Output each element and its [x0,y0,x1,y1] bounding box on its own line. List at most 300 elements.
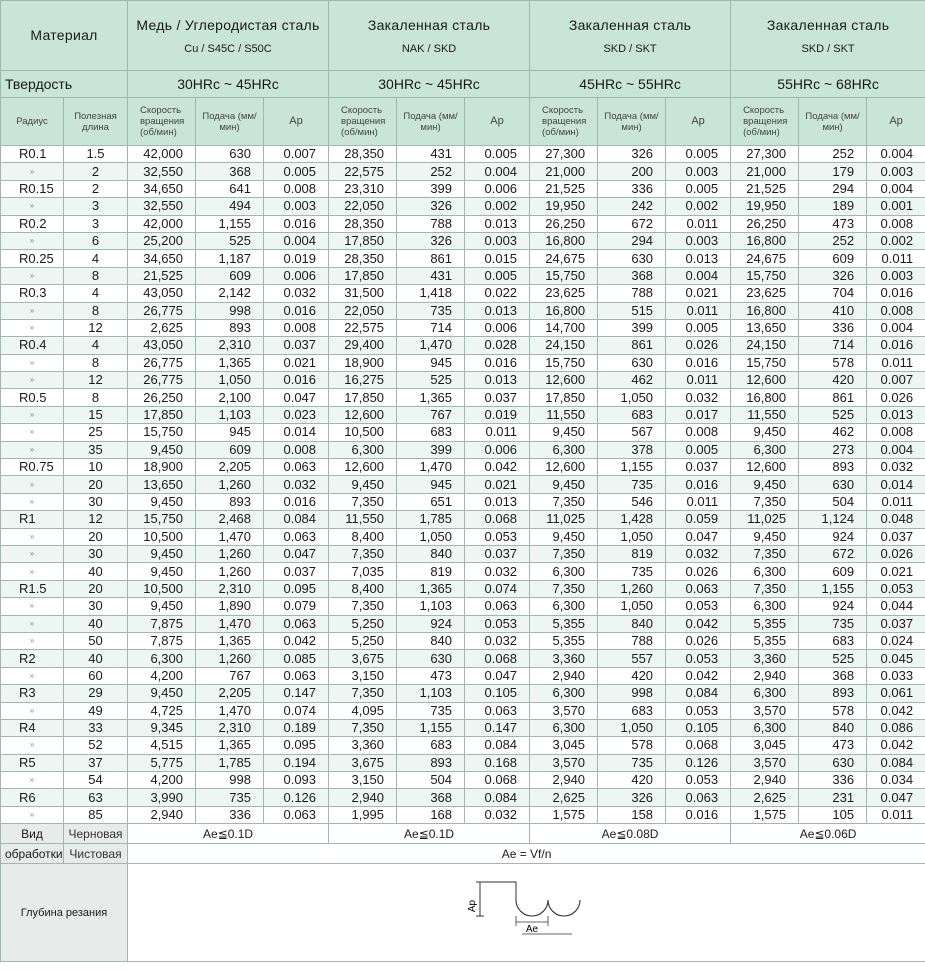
feed-cell: 819 [598,545,666,562]
speed-cell: 11,025 [530,511,598,528]
ap-cell: 0.032 [867,459,925,476]
feed-cell: 1,260 [196,650,264,667]
ap-cell: 0.068 [465,511,530,528]
feed-cell: 546 [598,493,666,510]
feed-cell: 2,310 [196,337,264,354]
material-title: Медь / Углеродистая сталь [136,16,320,33]
ditto-mark: » [1,163,64,180]
feed-cell: 735 [397,302,465,319]
length-cell: 20 [64,580,128,597]
length-cell: 4 [64,337,128,354]
speed-cell: 24,150 [731,337,799,354]
feed-cell: 767 [397,406,465,423]
ap-cell: 0.068 [465,772,530,789]
material-grade: SKD / SKT [801,42,855,55]
ap-cell: 0.003 [666,232,731,249]
speed-cell: 22,575 [329,163,397,180]
feed-cell: 326 [799,267,867,284]
speed-cell: 7,350 [530,493,598,510]
speed-cell: 19,950 [530,198,598,215]
feed-cell: 735 [196,789,264,806]
speed-cell: 4,095 [329,702,397,719]
table-row [1,719,925,736]
ap-cell: 0.068 [465,650,530,667]
ap-cell: 0.047 [264,545,329,562]
rough-ae-value: Ae≦0.1D [128,824,329,844]
speed-cell: 1,995 [329,806,397,823]
ap-cell: 0.011 [666,372,731,389]
feed-cell: 242 [598,198,666,215]
table-row [1,632,925,649]
ditto-mark: » [1,493,64,510]
feed-cell: 2,310 [196,719,264,736]
ap-cell: 0.063 [465,702,530,719]
feed-cell: 462 [799,424,867,441]
feed-cell: 336 [799,772,867,789]
ap-cell: 0.105 [666,719,731,736]
feed-cell: 1,470 [397,337,465,354]
speed-cell: 2,940 [731,667,799,684]
speed-cell: 6,300 [530,563,598,580]
ap-cell: 0.016 [264,372,329,389]
ap-cell: 0.053 [666,702,731,719]
speed-cell: 15,750 [731,354,799,371]
speed-cell: 5,250 [329,632,397,649]
feed-cell: 683 [397,424,465,441]
speed-cell: 9,450 [530,476,598,493]
speed-cell: 12,600 [731,459,799,476]
ap-cell: 0.061 [867,685,925,702]
length-cell: 10 [64,459,128,476]
ap-cell: 0.093 [264,772,329,789]
speed-cell: 12,600 [329,406,397,423]
speed-cell: 28,350 [329,146,397,163]
ap-cell: 0.004 [867,146,925,163]
speed-cell: 3,045 [530,737,598,754]
ditto-mark: » [1,372,64,389]
feed-cell: 567 [598,424,666,441]
depth-diagram-cell [128,864,925,962]
feed-cell: 326 [397,232,465,249]
feed-cell: 861 [799,389,867,406]
feed-cell: 893 [799,459,867,476]
speed-cell: 8,400 [329,580,397,597]
speed-cell: 16,800 [731,389,799,406]
feed-cell: 462 [598,372,666,389]
speed-cell: 2,940 [530,772,598,789]
material-column-3 [530,1,731,71]
speed-cell: 6,300 [731,563,799,580]
ap-cell: 0.048 [867,511,925,528]
feed-cell: 1,155 [196,215,264,232]
feed-cell: 368 [598,267,666,284]
feed-cell: 998 [598,685,666,702]
radius-cell: R1 [1,511,64,528]
feed-cell: 840 [799,719,867,736]
feed-cell: 735 [598,476,666,493]
speed-cell: 11,550 [731,406,799,423]
speed-cell: 21,525 [128,267,196,284]
ditto-mark: » [1,319,64,336]
feed-cell: 336 [196,806,264,823]
speed-cell: 2,940 [731,772,799,789]
ap-cell: 0.005 [666,319,731,336]
table-row [1,163,925,180]
feed-cell: 336 [799,319,867,336]
ap-cell: 0.016 [867,337,925,354]
ap-cell: 0.005 [666,441,731,458]
feed-cell: 504 [397,772,465,789]
radius-cell: R0.2 [1,215,64,232]
feed-cell: 945 [397,354,465,371]
feed-cell: 273 [799,441,867,458]
feed-cell: 473 [397,667,465,684]
feed-cell: 1,785 [397,511,465,528]
speed-cell: 7,035 [329,563,397,580]
ap-column-header: Ap [666,98,731,146]
feed-cell: 368 [397,789,465,806]
feed-cell: 672 [598,215,666,232]
feed-cell: 1,365 [196,354,264,371]
ap-cell: 0.003 [867,267,925,284]
speed-cell: 5,355 [731,615,799,632]
ap-cell: 0.016 [666,354,731,371]
feed-cell: 326 [598,789,666,806]
speed-cell: 3,675 [329,650,397,667]
feed-cell: 578 [598,737,666,754]
ap-cell: 0.026 [867,545,925,562]
length-cell: 6 [64,232,128,249]
ap-cell: 0.045 [867,650,925,667]
speed-cell: 5,355 [731,632,799,649]
ap-cell: 0.032 [666,389,731,406]
ap-cell: 0.007 [264,146,329,163]
speed-cell: 13,650 [731,319,799,336]
ap-cell: 0.016 [666,806,731,823]
ap-cell: 0.037 [666,459,731,476]
table-row [1,424,925,441]
speed-cell: 2,625 [731,789,799,806]
ditto-mark: » [1,267,64,284]
speed-cell: 42,000 [128,215,196,232]
ditto-mark: » [1,354,64,371]
hardness-value: 55HRc ~ 68HRc [731,71,925,98]
length-cell: 1.5 [64,146,128,163]
speed-cell: 5,775 [128,754,196,771]
rough-ae-value: Ae≦0.08D [530,824,731,844]
speed-cell: 16,800 [530,302,598,319]
material-title: Закаленная сталь [367,16,491,33]
ap-cell: 0.011 [465,424,530,441]
feed-cell: 1,050 [598,719,666,736]
feed-cell: 2,468 [196,511,264,528]
speed-cell: 6,300 [731,685,799,702]
length-cell: 35 [64,441,128,458]
speed-column-header: Скорость вращения (об/мин) [128,98,196,146]
length-cell: 25 [64,424,128,441]
ap-cell: 0.013 [465,215,530,232]
speed-cell: 25,200 [128,232,196,249]
speed-cell: 17,850 [329,389,397,406]
ditto-mark: » [1,302,64,319]
feed-cell: 294 [598,232,666,249]
feed-cell: 473 [799,737,867,754]
ap-cell: 0.147 [264,685,329,702]
speed-cell: 3,990 [128,789,196,806]
speed-cell: 26,250 [128,389,196,406]
speed-cell: 3,570 [530,702,598,719]
speed-cell: 7,350 [731,493,799,510]
feed-cell: 1,260 [196,545,264,562]
speed-cell: 11,550 [530,406,598,423]
speed-cell: 34,650 [128,180,196,197]
table-row [1,215,925,232]
table-row [1,563,925,580]
speed-cell: 17,850 [329,267,397,284]
feed-cell: 714 [397,319,465,336]
feed-cell: 2,205 [196,459,264,476]
speed-column-header: Скорость вращения (об/мин) [530,98,598,146]
speed-cell: 12,600 [530,459,598,476]
feed-cell: 1,365 [196,737,264,754]
feed-cell: 630 [799,754,867,771]
radius-cell: R3 [1,685,64,702]
table-row [1,372,925,389]
speed-cell: 15,750 [128,424,196,441]
feed-cell: 924 [799,598,867,615]
ditto-mark: » [1,667,64,684]
speed-cell: 7,350 [530,580,598,597]
table-row [1,650,925,667]
ap-cell: 0.126 [666,754,731,771]
speed-cell: 6,300 [530,598,598,615]
ap-cell: 0.042 [666,667,731,684]
speed-cell: 6,300 [731,719,799,736]
speed-cell: 7,350 [329,719,397,736]
speed-cell: 2,625 [530,789,598,806]
depth-label: Глубина резания [1,864,128,962]
feed-cell: 630 [196,146,264,163]
length-cell: 3 [64,198,128,215]
ap-cell: 0.008 [666,424,731,441]
ae-mark: Ae [525,923,538,935]
length-cell: 30 [64,493,128,510]
ap-cell: 0.004 [666,267,731,284]
speed-cell: 21,525 [530,180,598,197]
speed-cell: 23,625 [731,285,799,302]
speed-cell: 9,450 [731,528,799,545]
ap-cell: 0.006 [264,267,329,284]
material-grade: Cu / S45C / S50C [184,42,272,55]
ap-cell: 0.074 [465,580,530,597]
feed-cell: 368 [799,667,867,684]
ap-cell: 0.013 [465,302,530,319]
feed-cell: 840 [397,545,465,562]
ap-cell: 0.053 [465,528,530,545]
speed-cell: 3,360 [530,650,598,667]
radius-cell: R4 [1,719,64,736]
feed-cell: 420 [598,772,666,789]
feed-cell: 1,103 [196,406,264,423]
feed-cell: 788 [397,215,465,232]
length-cell: 40 [64,563,128,580]
feed-cell: 378 [598,441,666,458]
ap-cell: 0.024 [867,632,925,649]
speed-cell: 23,310 [329,180,397,197]
radius-cell: R0.1 [1,146,64,163]
ap-cell: 0.004 [867,441,925,458]
table-row [1,354,925,371]
speed-cell: 15,750 [731,267,799,284]
ap-cell: 0.063 [666,789,731,806]
speed-cell: 8,400 [329,528,397,545]
ap-cell: 0.002 [867,232,925,249]
ap-cell: 0.013 [465,372,530,389]
feed-cell: 1,155 [598,459,666,476]
feed-cell: 1,470 [397,459,465,476]
speed-cell: 29,400 [329,337,397,354]
feed-cell: 767 [196,667,264,684]
feed-cell: 231 [799,789,867,806]
feed-cell: 1,365 [397,389,465,406]
ap-cell: 0.021 [264,354,329,371]
speed-cell: 7,350 [329,493,397,510]
length-cell: 8 [64,302,128,319]
feed-cell: 2,100 [196,389,264,406]
ap-cell: 0.011 [666,493,731,510]
feed-cell: 515 [598,302,666,319]
ap-cell: 0.017 [666,406,731,423]
speed-cell: 11,550 [329,511,397,528]
ap-cell: 0.004 [867,180,925,197]
length-cell: 3 [64,215,128,232]
ap-cell: 0.063 [264,806,329,823]
ap-cell: 0.008 [867,215,925,232]
speed-cell: 26,250 [731,215,799,232]
speed-cell: 5,250 [329,615,397,632]
speed-cell: 1,575 [530,806,598,823]
ap-cell: 0.002 [465,198,530,215]
speed-cell: 17,850 [128,406,196,423]
length-cell: 52 [64,737,128,754]
table-row [1,685,925,702]
ap-cell: 0.023 [264,406,329,423]
table-row [1,598,925,615]
speed-cell: 9,450 [128,493,196,510]
ap-cell: 0.013 [867,406,925,423]
ap-cell: 0.015 [465,250,530,267]
feed-cell: 1,050 [598,389,666,406]
speed-cell: 26,775 [128,354,196,371]
speed-cell: 7,350 [329,598,397,615]
ap-cell: 0.021 [465,476,530,493]
ap-cell: 0.126 [264,789,329,806]
rough-label: Черновая [64,824,128,844]
length-cell: 29 [64,685,128,702]
ditto-mark: » [1,198,64,215]
speed-cell: 9,450 [530,424,598,441]
feed-cell: 1,155 [799,580,867,597]
ap-cell: 0.016 [264,493,329,510]
ap-cell: 0.013 [666,250,731,267]
feed-cell: 1,260 [196,563,264,580]
speed-cell: 2,940 [329,789,397,806]
ap-cell: 0.026 [666,632,731,649]
ap-cell: 0.063 [264,459,329,476]
ap-cell: 0.006 [465,319,530,336]
feed-cell: 893 [799,685,867,702]
ap-cell: 0.008 [264,180,329,197]
feed-cell: 1,890 [196,598,264,615]
speed-cell: 16,800 [731,302,799,319]
feed-cell: 924 [799,528,867,545]
speed-cell: 9,450 [731,476,799,493]
ap-cell: 0.063 [264,615,329,632]
ap-cell: 0.034 [867,772,925,789]
ap-column-header: Ap [264,98,329,146]
ap-cell: 0.004 [465,163,530,180]
speed-cell: 7,350 [530,545,598,562]
feed-cell: 525 [799,650,867,667]
ditto-mark: » [1,563,64,580]
ditto-mark: » [1,737,64,754]
ditto-mark: » [1,232,64,249]
speed-cell: 27,300 [731,146,799,163]
processing-type-label: обработки [1,844,64,864]
table-row [1,319,925,336]
feed-cell: 2,205 [196,685,264,702]
speed-cell: 9,450 [128,563,196,580]
feed-cell: 1,470 [196,528,264,545]
ap-cell: 0.053 [666,650,731,667]
feed-cell: 504 [799,493,867,510]
ap-cell: 0.047 [264,389,329,406]
ap-cell: 0.063 [465,598,530,615]
feed-cell: 1,418 [397,285,465,302]
table-row [1,250,925,267]
hardness-value: 30HRc ~ 45HRc [128,71,329,98]
speed-cell: 19,950 [731,198,799,215]
speed-cell: 3,360 [329,737,397,754]
feed-cell: 399 [397,180,465,197]
ap-cell: 0.032 [666,545,731,562]
feed-cell: 252 [397,163,465,180]
speed-cell: 5,355 [530,632,598,649]
length-cell: 8 [64,267,128,284]
ap-column-header: Ap [867,98,925,146]
cutting-depth-diagram [462,876,592,950]
ap-cell: 0.014 [264,424,329,441]
ap-cell: 0.033 [867,667,925,684]
speed-cell: 9,450 [329,476,397,493]
ap-cell: 0.053 [465,615,530,632]
speed-cell: 26,775 [128,372,196,389]
feed-cell: 1,428 [598,511,666,528]
length-cell: 12 [64,319,128,336]
length-cell: 40 [64,615,128,632]
ap-cell: 0.001 [867,198,925,215]
feed-cell: 420 [598,667,666,684]
rough-ae-value: Ae≦0.06D [731,824,925,844]
speed-cell: 7,875 [128,615,196,632]
ap-cell: 0.053 [666,772,731,789]
ap-cell: 0.026 [666,337,731,354]
speed-cell: 9,450 [128,441,196,458]
radius-cell: R0.75 [1,459,64,476]
material-column-1 [128,1,329,71]
speed-cell: 9,450 [731,424,799,441]
feed-cell: 294 [799,180,867,197]
